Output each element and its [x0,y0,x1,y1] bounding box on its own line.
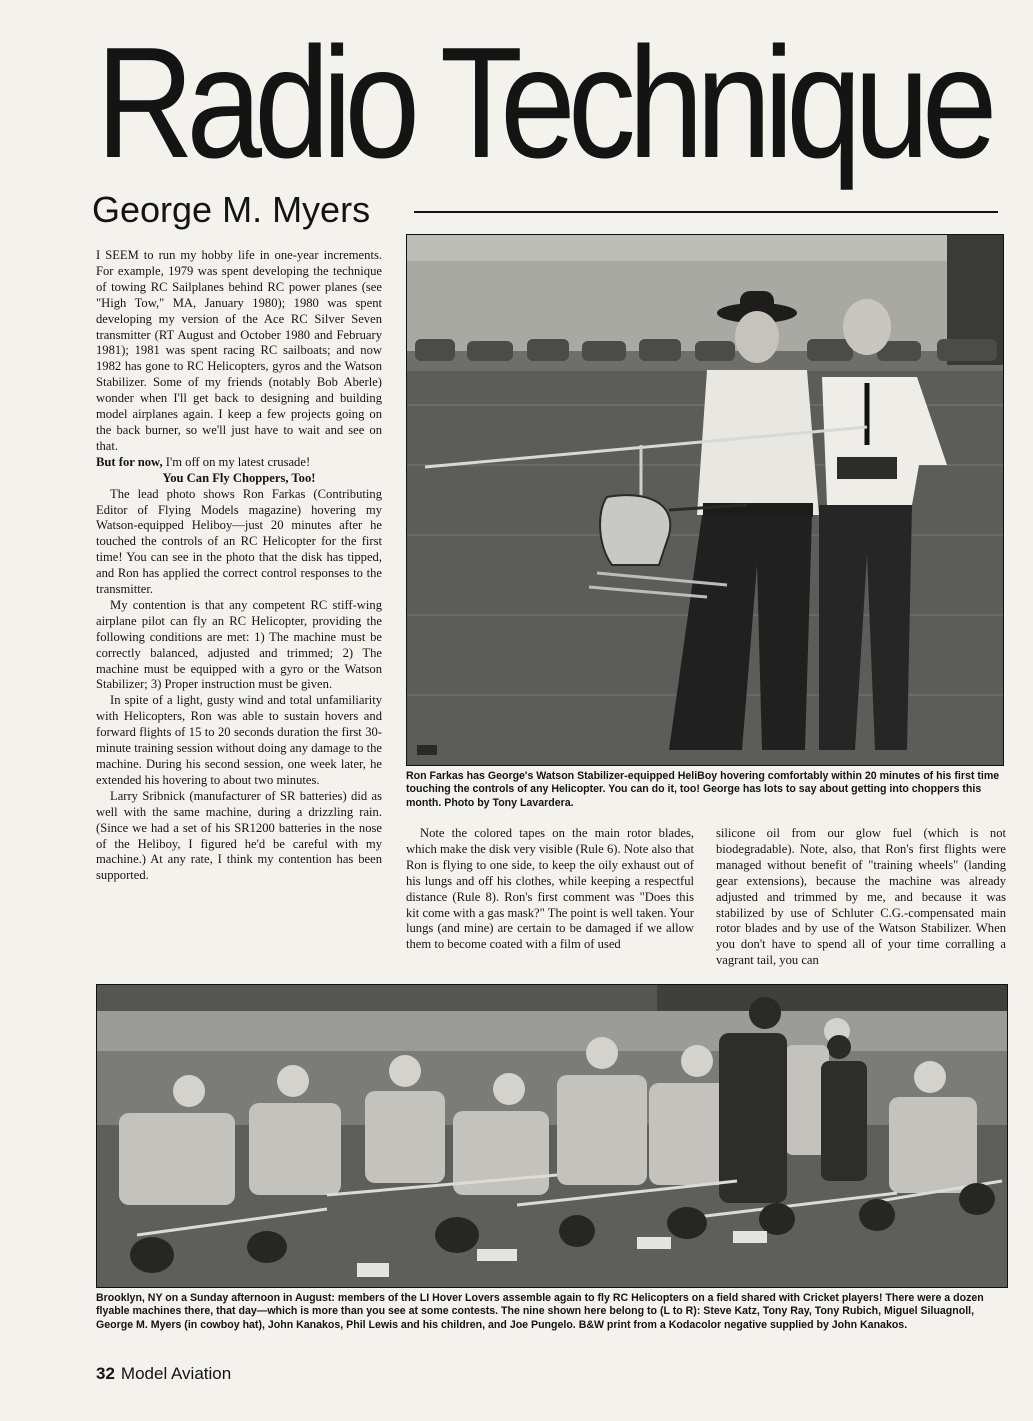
lead-paragraph [96,455,382,471]
body-paragraph: The lead photo shows Ron Farkas (Contributing Editor of Flying Models magazine) hovering my Watson-equipped Heliboy—just 20 minutes after he touched the controls of an RC Helicopter for the first time! You can see in the photo that the disk has tipped, and Ron has applied the correct control responses to the transmitter. [96,486,382,597]
column-middle [406,826,694,953]
right-paragraph: silicone oil from our glow fuel (which is not biodegradable). Note, also, that Ron's first flights were managed without benefit of "training wheels" (landing gear extensions), because the machine was already adjusted and trimmed by me, and because it was stabilized by use of Schluter C.G.-compensated main rotor blades and by use of the Watson Stabilizer. When you don't have to spend all of your time corralling a vagrant tail, you can [716,826,1006,968]
lead-bold: But for now, [96,454,163,469]
column-left [96,248,382,884]
body-paragraph: My contention is that any competent RC stiff-wing airplane pilot can fly an RC Helicopter, providing the following conditions are met: 1) The machine must be correctly balanced, adjusted and trimmed; 2) The machine must be equipped with a gyro or the Watson Stabilizer; 3) Proper instruction must be given. [96,597,382,692]
byline-rule [414,211,998,213]
publication-name: Model Aviation [120,1364,232,1383]
photo-helicopter-pilots-image [407,235,1003,765]
article-title: Radio Technique [96,15,990,191]
body-paragraph: In spite of a light, gusty wind and total unfamiliarity with Helicopters, Ron was able to sustain hovers and forward flights of 15 to 20 seconds duration the first 30-minute training session without doing any damage to the machine. During his second session, one week later, he extended his hovering to about two minutes. [96,693,382,787]
photo-hover-lovers-group-image [97,985,1007,1287]
photo-bottom-caption: Brooklyn, NY on a Sunday afternoon in August: members of the LI Hover Lovers assemble again to fly RC Helicopters on a field shared with Cricket players! There were a dozen flyable machines there, that day—which is more than you see at some contests. The nine shown here belong to (L to R): Steve Katz, Tony Ray, Tony Rubich, Miguel Siluagnoll, George M. Myers (in cowboy hat), John Kanakos, Phil Lewis and his children, and Joe Pungelo. B&W print from a Kodacolor negative supplied by John Kanakos. [96,1292,984,1331]
photo-helicopter-pilots [406,234,1004,766]
body-paragraph: Larry Sribnick (manufacturer of SR batteries) did as well with the same machine, during a drizzling rain. (Since we had a set of his SR1200 batteries in the nose of the Heliboy, I figured he'd be careful with my machine.) At any rate, I think my contention has been supported. [96,788,382,883]
column-right [716,826,1006,969]
page-number: 32 [96,1364,115,1383]
lead-rest: I'm off on my latest crusade! [165,454,311,469]
middle-paragraph: Note the colored tapes on the main rotor blades, which make the disk very visible (Rule 6). Note also that Ron is flying to one side, to keep the oily exhaust out of his lungs and off his clothes, while keeping a respectful distance (Rule 8). Ron's first comment was "Does this kit come with a gas mask?" The point is well taken. Your lungs (and mine) are certain to be damaged if we allow them to become coated with a film of used [406,826,694,952]
page-footer [96,1364,231,1384]
author-byline: George M. Myers [92,189,371,230]
photo-hover-lovers-group [96,984,1008,1288]
photo-top-caption: Ron Farkas has George's Watson Stabilizer-equipped HeliBoy hovering comfortably within 20 minutes of his first time touching the controls of any Helicopter. You can do it, too! George has lots to say about getting into choppers this month. Photo by Tony Lavardera. [406,770,1000,809]
section-subhead: You Can Fly Choppers, Too! [162,470,316,485]
intro-paragraph: I SEEM to run my hobby life in one-year increments. For example, 1979 was spent developing the technique of towing RC Sailplanes behind RC power planes (see "High Tow," MA, January 1980); 1980 was spent developing my version of the Ace RC Silver Seven transmitter (RT August and October 1980 and February 1981); 1981 was spent racing RC sailboats; and now 1982 has gone to RC Helicopters, gyros and the Watson Stabilizer. Some of my friends (notably Bob Aberle) wonder when I'll get back to designing and building model airplanes again. I keep a few projects going on the back burner, so we'll just have to wait and see on that. [96,248,382,453]
